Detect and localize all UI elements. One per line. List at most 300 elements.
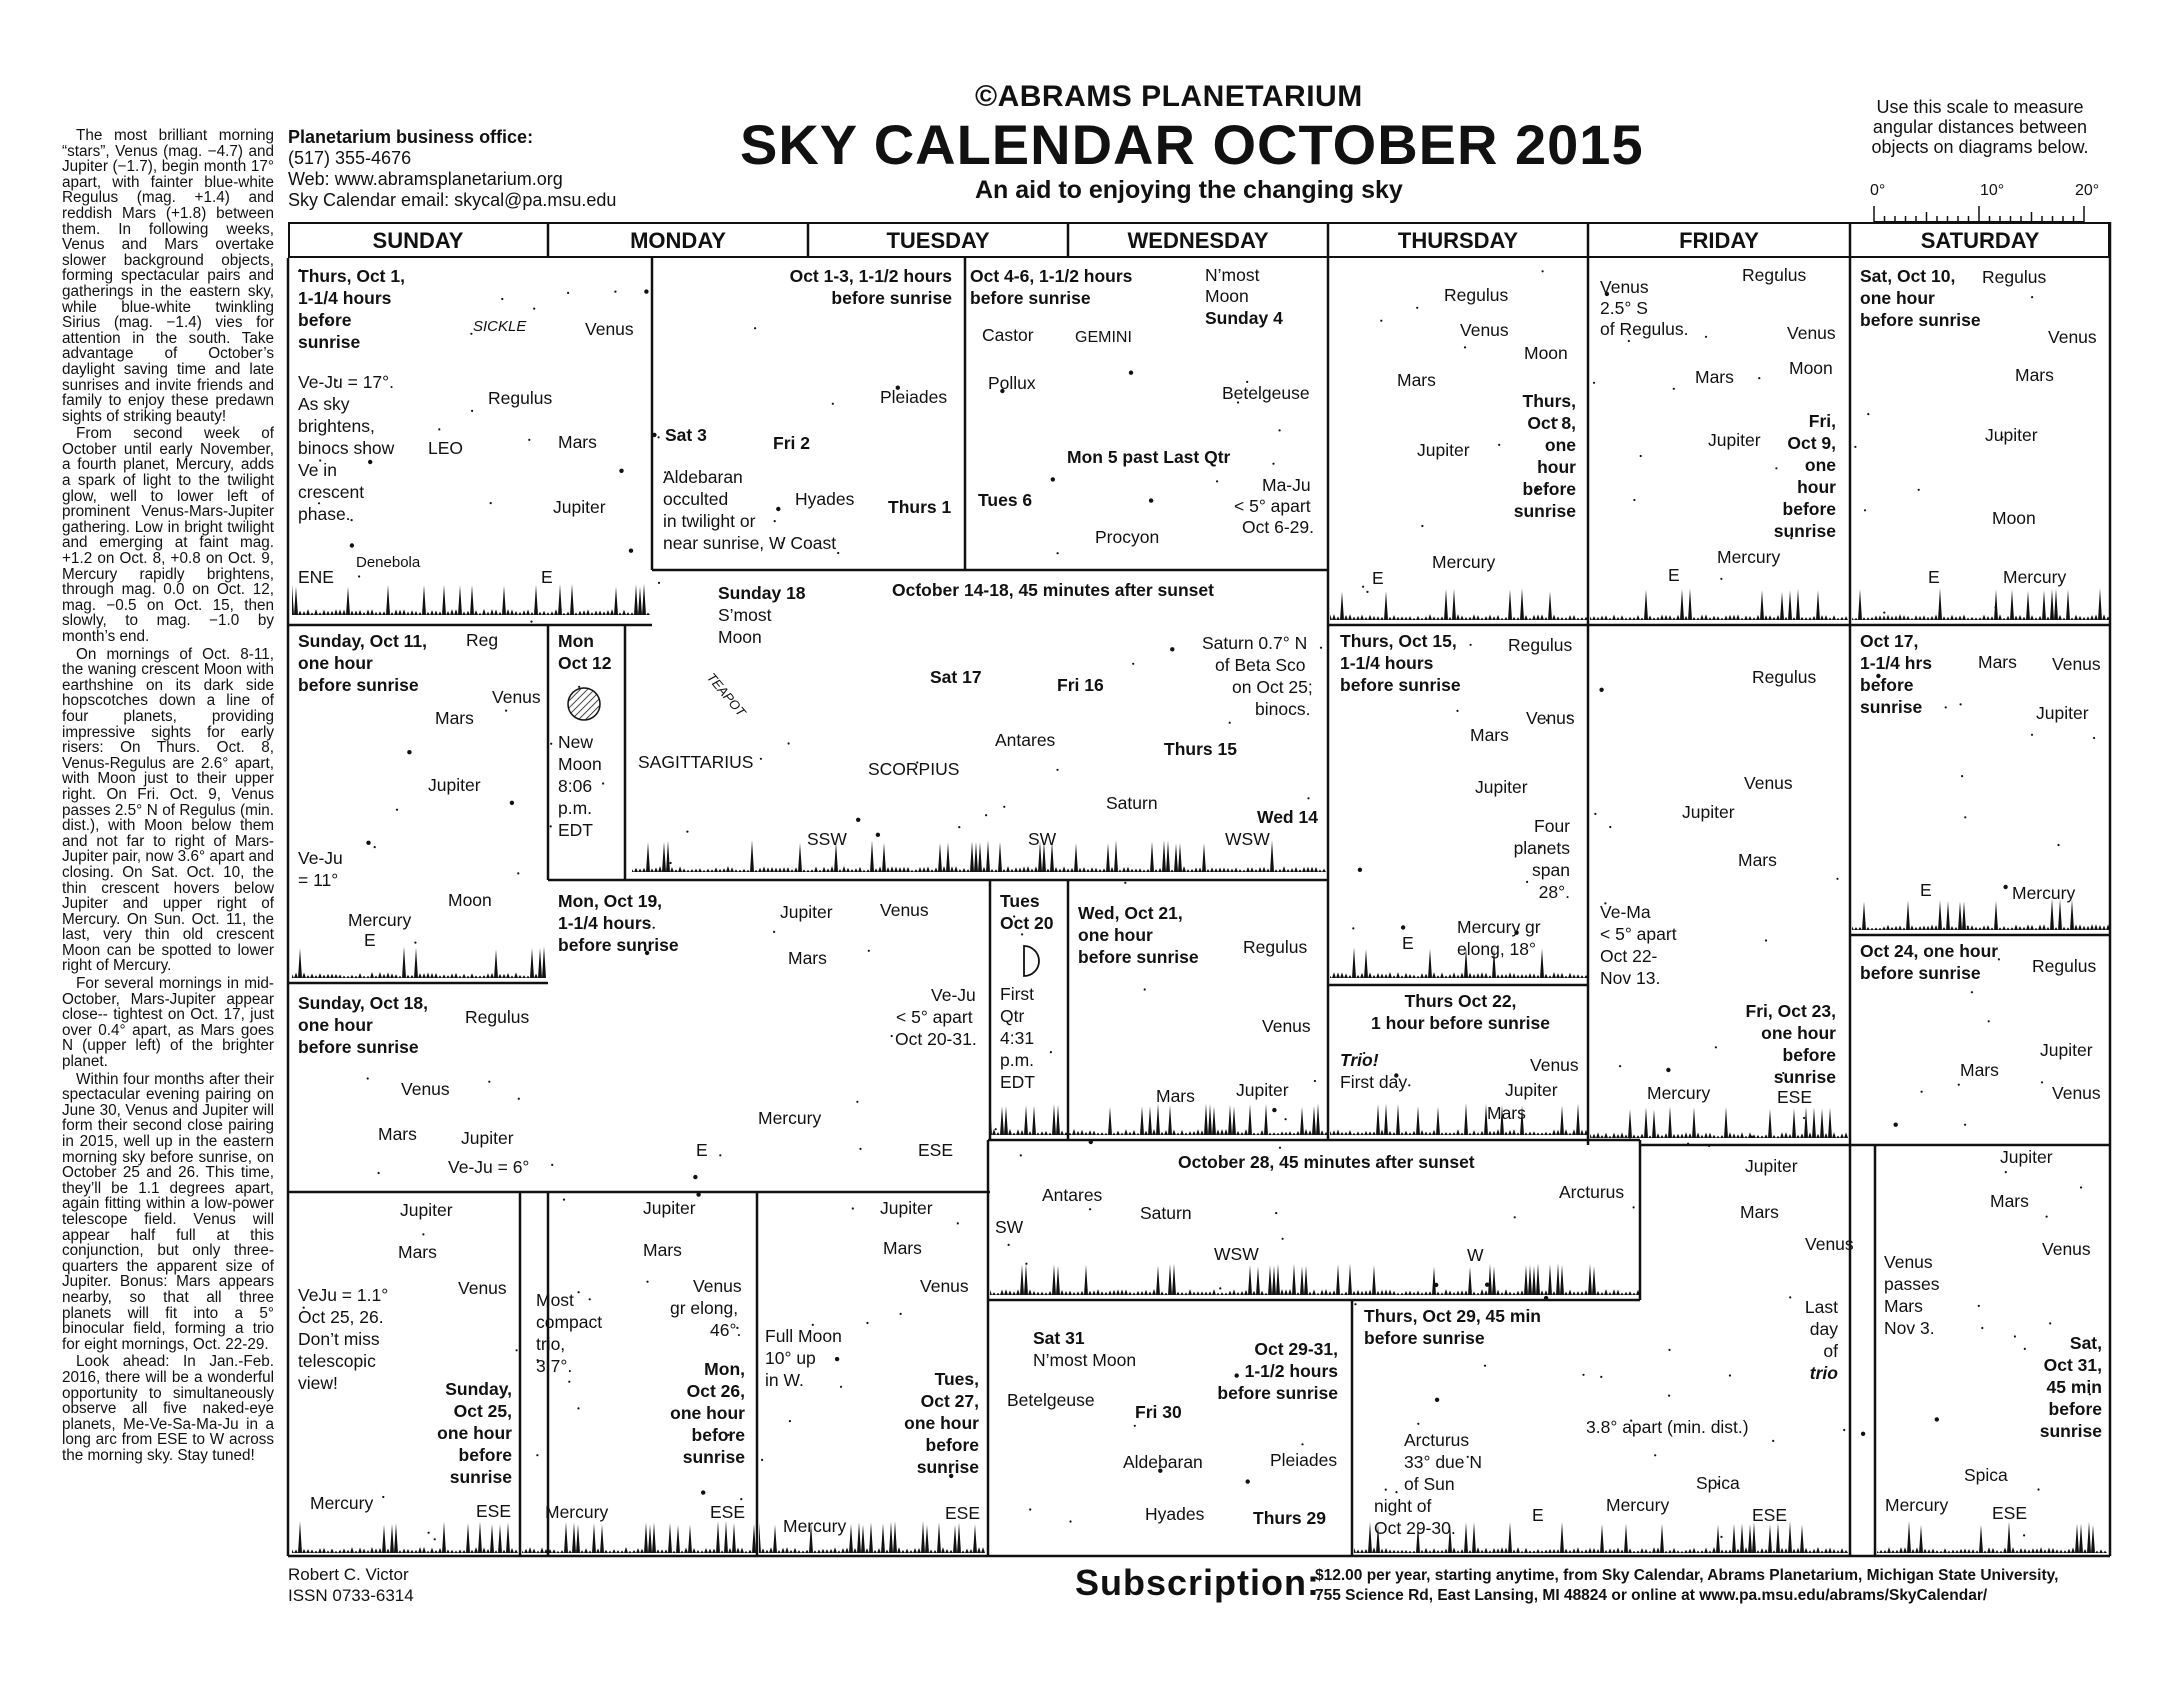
label-binocs: binocs. — [1255, 699, 1311, 719]
label-spica: Spica — [1696, 1473, 1740, 1493]
label-venus: Venus — [920, 1276, 969, 1296]
heading-line: sunrise — [682, 1447, 745, 1467]
cell-oct-26 — [530, 1198, 755, 1553]
heading-line: Oct 12 — [558, 653, 612, 673]
cell-heading — [1364, 1305, 1644, 1349]
heading-line: one hour — [1761, 1023, 1836, 1043]
heading-line: Sunday, — [445, 1379, 512, 1399]
label-betelgeuse: Betelgeuse — [1222, 383, 1310, 403]
label-ese: ESE — [945, 1503, 981, 1523]
label-pleiades: Pleiades — [1270, 1450, 1338, 1470]
cell-heading — [1000, 890, 1066, 934]
label-nmostmoon: N’most Moon — [1033, 1350, 1137, 1370]
cell-oct-30 — [1645, 1150, 1854, 1400]
label-elong: elong, 18° — [1457, 939, 1537, 959]
label-mercury: Mercury — [2012, 883, 2076, 903]
day-tuesday: TUESDAY — [886, 228, 990, 253]
heading-line: before sunrise — [298, 675, 419, 695]
note-line: binocs show — [298, 438, 395, 458]
label-oct2526: Oct 25, 26. — [298, 1307, 384, 1327]
cell-oct-9 — [1592, 265, 1846, 620]
label-betasco: of Beta Sco — [1215, 655, 1306, 675]
heading-line: Sunday, Oct 11, — [298, 631, 428, 651]
day-friday: FRIDAY — [1679, 228, 1759, 253]
label-moon: Moon — [1205, 286, 1249, 306]
label-scorpius: SCORPIUS — [868, 759, 960, 779]
label-jupiter: Jupiter — [1708, 430, 1761, 450]
label-hyades: Hyades — [1145, 1504, 1205, 1524]
label-antares: Antares — [995, 730, 1056, 750]
heading-line: Mon, — [704, 1359, 745, 1379]
label-jupiter: Jupiter — [1682, 802, 1735, 822]
label-ese: ESE — [1752, 1505, 1788, 1525]
label-10up: 10° up — [765, 1348, 816, 1368]
label-jupiter: Jupiter — [461, 1128, 514, 1148]
label-jupiter: Jupiter — [1985, 425, 2038, 445]
label-venus: Venus — [1262, 1016, 1311, 1036]
heading-line: one hour — [298, 1015, 373, 1035]
office-line: Planetarium business office: — [288, 127, 534, 147]
label-aldebaran: Aldebaran — [1123, 1452, 1203, 1472]
cell-oct-24 — [1860, 940, 2106, 1140]
label-lt5: < 5° apart — [1234, 496, 1311, 516]
label-jupiter: Jupiter — [1505, 1080, 1558, 1100]
heading-line: before — [1782, 499, 1836, 519]
label-regulus: Regulus — [2032, 956, 2097, 976]
sidebar-paragraph: From second week of October until early November, a fourth planet, Mercury, adds a spark of light to the twilight glow, well to lower left of prominent Venus-Mars-Jupiter gathering. Low in bright twilight and emerging at faint mag. +1.2 on Oct. 8, +0.8 on Oct. 9, Mercury rapidly brightens, through mag. 0.0 on Oct. 12, mag. −0.5 on Oct. 15, then slowly, to mag. −1.0 by month’s end. — [62, 425, 274, 645]
heading-line: sunrise — [1513, 501, 1576, 521]
label-e: E — [1372, 568, 1384, 588]
cell-oct-25 — [296, 1198, 518, 1553]
label-thurs29: Thurs 29 — [1253, 1508, 1326, 1528]
note-line: Four — [1534, 816, 1570, 836]
star-dot — [1687, 1143, 1689, 1145]
heading-line: Oct 31, — [2043, 1355, 2102, 1375]
label-jupiter: Jupiter — [1745, 1156, 1798, 1176]
label-veju: Ve-Ju — [931, 985, 976, 1005]
heading-line: one hour — [670, 1403, 745, 1423]
label-lt5: < 5° apart — [896, 1007, 973, 1027]
heading-line: 45 min — [2046, 1377, 2102, 1397]
cell-oct-1-3 — [655, 265, 960, 565]
note-line: brightens, — [298, 416, 375, 436]
note-line: p.m. — [558, 798, 593, 818]
note-line: Ve-Ju = 17°. — [298, 372, 395, 392]
cell-oct-17 — [1860, 630, 2106, 930]
heading-line: Oct 25, — [453, 1401, 512, 1421]
cell-heading — [970, 265, 1326, 309]
label-lt5: < 5° apart — [1600, 924, 1677, 944]
label-37deg: 3.7°. — [536, 1356, 573, 1376]
note-line: Ve in — [298, 460, 337, 480]
label-nmost: N’most — [1205, 265, 1260, 285]
heading-line: sunrise — [2039, 1421, 2102, 1441]
label-jupiter: Jupiter — [400, 1200, 453, 1220]
label-nov13: Nov 13. — [1600, 968, 1661, 988]
heading-line: Thurs, — [1522, 391, 1576, 411]
heading-line: 1-1/4 hours — [298, 288, 392, 308]
cell-heading — [298, 265, 648, 353]
heading-line: one hour — [1078, 925, 1153, 945]
label-spica: Spica — [1964, 1465, 2008, 1485]
cell-oct-19 — [558, 890, 986, 1188]
scale-note: Use this scale to measure angular distances between objects on diagrams below. — [1871, 97, 2089, 157]
label-jupiter: Jupiter — [1475, 777, 1528, 797]
scale-tick-20: 20° — [2075, 182, 2100, 199]
office-email: Sky Calendar email: skycal@pa.msu.edu — [288, 190, 617, 210]
cell-oct-15 — [1340, 630, 1586, 982]
label-fullmoon: Full Moon — [765, 1326, 842, 1346]
heading-line: Oct 29-31, — [1254, 1339, 1338, 1359]
cell-heading — [1335, 990, 1586, 1034]
label-mercury: Mercury — [783, 1516, 847, 1536]
label-thurs15: Thurs 15 — [1164, 739, 1237, 759]
label-saturn-note: Saturn 0.7° N — [1202, 633, 1308, 653]
sidebar-paragraph: Look ahead: In Jan.-Feb. 2016, there will be a wonderful opportunity to simultaneously observe all five naked-eye planets, Me-Ve-Sa-Ma-Ju in a long arc from ESE to W across the morning sky. Stay tuned! — [62, 1353, 274, 1464]
label-regulus: Regulus — [1243, 937, 1308, 957]
label-mars: Mars — [1156, 1086, 1195, 1106]
cell-heading — [437, 1378, 512, 1488]
issn: ISSN 0733-6314 — [288, 1586, 414, 1605]
new-moon-icon — [564, 684, 604, 724]
star-dot — [1854, 446, 1856, 448]
heading-line: Thurs, Oct 15, — [1340, 631, 1457, 651]
label-mercury: Mercury — [545, 1502, 609, 1522]
star-dot — [696, 1192, 700, 1196]
heading-line: Fri, Oct 23, — [1745, 1001, 1836, 1021]
label-oct22: Oct 22- — [1600, 946, 1658, 966]
label-oct25: on Oct 25; — [1232, 677, 1313, 697]
heading-line: before — [691, 1425, 745, 1445]
label-mercury: Mercury — [2003, 567, 2067, 587]
label-ese: ESE — [710, 1502, 746, 1522]
heading-line: before sunrise — [1860, 963, 1981, 983]
label-sunday4: Sunday 4 — [1205, 308, 1283, 328]
heading-line: before sunrise — [298, 1037, 419, 1057]
heading-line: one hour — [904, 1413, 979, 1433]
note-line: Qtr — [1000, 1006, 1025, 1026]
heading-line: before sunrise — [1860, 310, 1981, 330]
note-line: New — [558, 732, 594, 752]
cell-oct-11 — [298, 630, 546, 980]
label-mars: Mars — [1470, 725, 1509, 745]
cell-note — [558, 731, 623, 841]
heading-line: Sat, Oct 10, — [1860, 266, 1956, 286]
cell-heading — [558, 630, 623, 674]
label-jupiter: Jupiter — [880, 1198, 933, 1218]
label-regulus: Regulus — [1752, 667, 1817, 687]
subscription-label: Subscription: — [1075, 1562, 1320, 1603]
label-wed14: Wed 14 — [1257, 807, 1318, 827]
scale-tick-10: 10° — [1980, 182, 2005, 199]
label-reg: Reg — [466, 630, 499, 650]
label-33deg: 33° due N — [1404, 1452, 1483, 1472]
label-regulus: Regulus — [1982, 267, 2047, 287]
heading-line: 1-1/4 hrs — [1860, 653, 1932, 673]
label-occulted: occulted — [663, 489, 729, 509]
note-line: Moon — [558, 754, 602, 774]
label-jupiter: Jupiter — [2000, 1147, 2053, 1167]
note-line: As sky — [298, 394, 350, 414]
label-maju: Ma-Ju — [1262, 475, 1311, 495]
cell-oct-4-6 — [970, 265, 1326, 565]
label-oct629: Oct 6-29. — [1242, 517, 1314, 537]
label-mars: Mars — [2015, 365, 2054, 385]
heading-line: one hour — [437, 1423, 512, 1443]
heading-line: before sunrise — [831, 288, 952, 308]
label-mars: Mars — [398, 1242, 437, 1262]
label-antares: Antares — [1042, 1185, 1103, 1205]
span-note — [1514, 815, 1570, 903]
star-dot — [1708, 1145, 1710, 1147]
star-dot — [550, 743, 552, 745]
star-dot — [1720, 1536, 1722, 1538]
label-trio: trio, — [536, 1334, 566, 1354]
day-wednesday: WEDNESDAY — [1127, 228, 1269, 253]
label-38apart: 3.8° apart (min. dist.) — [1586, 1417, 1749, 1437]
day-saturday: SATURDAY — [1920, 228, 2040, 253]
cell-heading — [2040, 1332, 2102, 1442]
star-dot — [1124, 882, 1126, 884]
cell-oct-10 — [1860, 265, 2106, 620]
label-mars: Mars — [788, 948, 827, 968]
heading-line: before — [2048, 1399, 2102, 1419]
cell-heading — [1078, 902, 1324, 968]
label-thurs1: Thurs 1 — [888, 497, 952, 517]
page-title: SKY CALENDAR OCTOBER 2015 — [740, 113, 1644, 176]
label-vema: Ve-Ma — [1600, 902, 1651, 922]
label-mercury: Mercury gr — [1457, 917, 1541, 937]
label-sw: SW — [995, 1217, 1024, 1237]
office-phone: (517) 355-4676 — [288, 148, 412, 168]
heading-line: sunrise — [298, 332, 361, 352]
heading-line: 1-1/2 hours — [1244, 1361, 1338, 1381]
footer-credit — [288, 1564, 414, 1606]
heading-line: Oct 4-6, 1-1/2 hours — [970, 266, 1133, 286]
star-dot — [1861, 1432, 1865, 1436]
label-trio: Trio! — [1340, 1050, 1379, 1070]
label-e: E — [1928, 567, 1940, 587]
subscription-line: $12.00 per year, starting anytime, from Sky Calendar, Abrams Planetarium, Michigan State University, — [1315, 1567, 2059, 1584]
label-venus: Venus — [1805, 1234, 1854, 1254]
heading-line: before sunrise — [1078, 947, 1199, 967]
label-sunday18: Sunday 18 — [718, 583, 806, 603]
label-inw: in W. — [765, 1370, 804, 1390]
note-line: EDT — [1000, 1072, 1035, 1092]
heading-line: before — [1522, 479, 1576, 499]
star-dot — [550, 825, 552, 827]
heading-line: Thurs, Oct 1, — [298, 266, 405, 286]
heading-line: sunrise — [916, 1457, 979, 1477]
note-line: planets — [1513, 838, 1570, 858]
label-venus: Venus — [693, 1276, 742, 1296]
label-jupiter: Jupiter — [643, 1198, 696, 1218]
label-e: E — [1920, 880, 1932, 900]
heading-line: 1 hour before sunrise — [1371, 1013, 1550, 1033]
label-venus-2: Venus — [1787, 323, 1836, 343]
star-dot — [1843, 1429, 1845, 1431]
label-venus: Venus — [585, 319, 634, 339]
label-mercury: Mercury — [1717, 547, 1781, 567]
cell-oct-29 — [1364, 1305, 1788, 1553]
subscription-link[interactable]: 755 Science Rd, East Lansing, MI 48824 or online at www.pa.msu.edu/abrams/SkyCalendar/ — [1315, 1587, 1988, 1604]
label-ese: ESE — [476, 1501, 512, 1521]
heading-line: before sunrise — [1217, 1383, 1338, 1403]
label-mars: Mars — [558, 432, 597, 452]
scale-tick-0: 0° — [1870, 182, 1886, 199]
page-subtitle: An aid to enjoying the changing sky — [975, 176, 1403, 204]
note-line: of — [1823, 1341, 1838, 1361]
heading-line: one hour — [298, 653, 373, 673]
label-denebola: Denebola — [356, 554, 421, 571]
label-wsw: WSW — [1225, 829, 1270, 849]
label-mon5: Mon 5 past Last Qtr — [1067, 447, 1231, 467]
label-mars: Mars — [1990, 1191, 2029, 1211]
note-line: span — [1532, 860, 1570, 880]
office-web: Web: www.abramsplanetarium.org — [288, 169, 563, 189]
label-mercury: Mercury — [1647, 1083, 1711, 1103]
heading-line: Sunday, Oct 18, — [298, 993, 428, 1013]
label-view: view! — [298, 1373, 338, 1393]
label-pollux: Pollux — [988, 373, 1036, 393]
label-moon: Moon — [1992, 508, 2036, 528]
heading-line: Sat, — [2069, 1333, 2102, 1353]
label-ofregulus: of Regulus. — [1600, 319, 1689, 339]
heading-line: hour — [1537, 457, 1576, 477]
cell-oct-1 — [298, 265, 648, 620]
sidebar-paragraph: Within four months after their spectacular evening pairing on June 30, Venus and Jupiter will form their second close pairing in 2015, well up in the eastern morning sky before sunrise, on October 25 and 26. This time, they’ll be 1.1 degrees apart, again fitting within a low-power telescope field. Venus will appear half full at this conjunction, but only three-quarters the apparent size of Jupiter. Bonus: Mars appears nearby, so that all three planets will fit into a 5° binocular field, forming a trio for eight mornings, Oct. 22-29. — [62, 1070, 274, 1353]
heading-line: before — [298, 310, 352, 330]
label-mercury: Mercury — [348, 910, 412, 930]
label-ese: ESE — [1992, 1503, 2028, 1523]
label-jupiter: Jupiter — [2040, 1040, 2093, 1060]
label-veju11: VeJu = 1.1° — [298, 1285, 389, 1305]
label-most: Most — [536, 1290, 574, 1310]
label-ofsun: of Sun — [1404, 1474, 1455, 1494]
label-pleiades: Pleiades — [880, 387, 948, 407]
heading-line: Fri, — [1808, 411, 1836, 431]
label-mercury: Mercury — [310, 1493, 374, 1513]
day-sunday: SUNDAY — [372, 228, 464, 253]
heading-line: 1-1/4 hours — [558, 913, 652, 933]
heading-line: before — [1860, 675, 1914, 695]
cell-oct-31 — [1882, 1147, 2108, 1552]
label-jupiter: Jupiter — [428, 775, 481, 795]
label-venus: Venus — [2048, 327, 2097, 347]
label-castor: Castor — [982, 325, 1034, 345]
heading-line: sunrise — [1773, 521, 1836, 541]
sidebar-paragraph: On mornings of Oct. 8-11, the waning crescent Moon with earthshine on its dark side hopscotches down a line of four planets, providing impressive sights for early risers: On Thurs. Oct. 8, Venus-Regulus are 2.6° apart, with Moon just to their upper right. On Fri. Oct. 9, Venus passes 2.5° N of Regulus (min. dist.), with Moon below them and not far to right of Mars-Jupiter pair, now 3.6° apart and closing. On Sat. Oct. 10, the thin crescent hovers below Jupiter and upper right of Mercury. On Sun. Oct. 11, the last, very thin old crescent Moon can be spotted to lower right of Mercury. — [62, 645, 274, 975]
organization-name: ©ABRAMS PLANETARIUM — [975, 80, 1363, 113]
label-mars: Mars — [435, 708, 474, 728]
label-sw: SW — [1028, 829, 1057, 849]
label-oct2031: Oct 20-31. — [895, 1029, 977, 1049]
label-mars: Mars — [1695, 367, 1734, 387]
label-25s: 2.5° S — [1600, 298, 1648, 318]
label-e: E — [696, 1140, 708, 1160]
heading-line: sunrise — [1860, 697, 1923, 717]
heading-line: Oct 9, — [1787, 433, 1836, 453]
heading-line: Oct 8, — [1527, 413, 1576, 433]
label-venus: Venus — [458, 1278, 507, 1298]
label-saturn: Saturn — [1106, 793, 1158, 813]
heading-line: 1-1/4 hours — [1340, 653, 1434, 673]
label-nightof: night of — [1374, 1496, 1432, 1516]
label-w: W — [1467, 1245, 1484, 1265]
heading-line: one — [1804, 455, 1836, 475]
label-sat31: Sat 31 — [1033, 1328, 1085, 1348]
note-line: day — [1809, 1319, 1838, 1339]
label-ese: ESE — [918, 1140, 954, 1160]
label-e: E — [1668, 565, 1680, 585]
label-smost: S’most — [718, 605, 772, 625]
label-sat17: Sat 17 — [930, 667, 982, 687]
label-mars: Mars — [643, 1240, 682, 1260]
heading-line: Thurs, Oct 29, 45 min — [1364, 1306, 1541, 1326]
label-wsw: WSW — [1214, 1244, 1259, 1264]
label-westcoast: near sunrise, W Coast — [663, 533, 837, 553]
note-line: 28°. — [1538, 882, 1570, 902]
star-dot — [761, 1459, 763, 1461]
note-line: Last — [1804, 1297, 1838, 1317]
note-line: crescent — [298, 482, 365, 502]
label-twilight: in twilight or — [663, 511, 756, 531]
heading-line: Mon, Oct 19, — [558, 891, 663, 911]
label-venus: Venus — [1600, 277, 1649, 297]
note-line: EDT — [558, 820, 593, 840]
label-procyon: Procyon — [1095, 527, 1160, 547]
label-jupiter: Jupiter — [2036, 703, 2089, 723]
label-dontmiss: Don’t miss — [298, 1329, 380, 1349]
heading-line: before sunrise — [970, 288, 1091, 308]
cell-oct-28 — [992, 1147, 1637, 1297]
label-moon: Moon — [718, 627, 762, 647]
cell-oct-14-18 — [630, 575, 1325, 878]
cell-heading — [1217, 1338, 1338, 1404]
label-aldebaran: Aldebaran — [663, 467, 743, 487]
label-jupiter: Jupiter — [1236, 1080, 1289, 1100]
heading-line: Wed, Oct 21, — [1078, 903, 1183, 923]
label-passes: passes — [1884, 1274, 1940, 1294]
sidebar-paragraph: For several mornings in mid-October, Mars-Jupiter appear close-- tightest on Oct. 17, just over 0.4° apart, as Mars goes N (upper left) of the brighter planet. — [62, 975, 274, 1071]
heading-line: Oct 26, — [686, 1381, 745, 1401]
label-mercury: Mercury — [1885, 1495, 1949, 1515]
note-line: trio — [1809, 1363, 1838, 1383]
heading-line: Oct 27, — [920, 1391, 979, 1411]
label-oct2930: Oct 29-30. — [1374, 1518, 1456, 1538]
cell-heading — [1746, 1000, 1836, 1088]
label-nov3: Nov 3. — [1884, 1318, 1935, 1338]
label-e: E — [1532, 1505, 1544, 1525]
label-mercury: Mercury — [1432, 552, 1496, 572]
heading-line: sunrise — [449, 1467, 512, 1487]
label-fri30: Fri 30 — [1135, 1402, 1182, 1422]
label-firstday: First day — [1340, 1072, 1408, 1092]
label-grelong: gr elong, — [670, 1298, 739, 1318]
day-thursday: THURSDAY — [1397, 228, 1519, 253]
label-regulus: Regulus — [1742, 265, 1807, 285]
star-dot — [551, 1164, 553, 1166]
label-fri2: Fri 2 — [773, 433, 810, 453]
heading-line: before sunrise — [1340, 675, 1461, 695]
label-sickle: SICKLE — [473, 318, 527, 335]
label-ssw: SSW — [807, 829, 847, 849]
label-moon: Moon — [1524, 343, 1568, 363]
cell-heading — [670, 1358, 745, 1468]
label-regulus: Regulus — [488, 388, 553, 408]
label-sagittarius: SAGITTARIUS — [638, 752, 754, 772]
heading-line: Thurs Oct 22, — [1404, 991, 1517, 1011]
